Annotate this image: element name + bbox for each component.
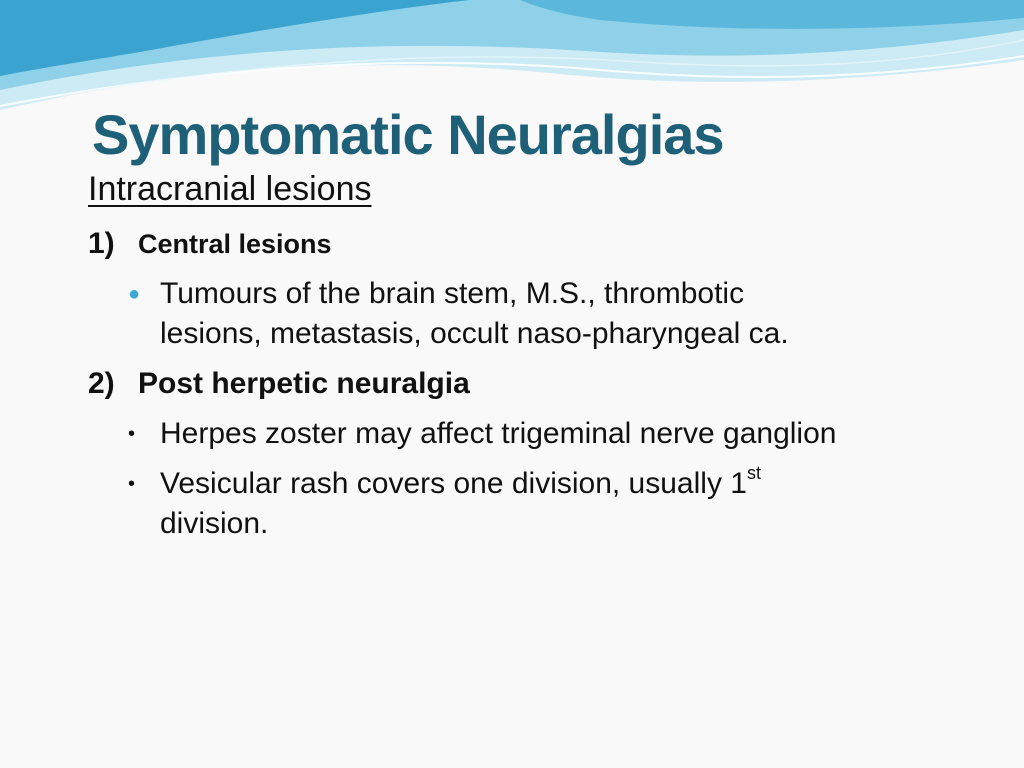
bullet-dot-icon: •	[128, 423, 136, 445]
bullet-line: Herpes zoster may affect trigeminal nerve ganglion	[160, 417, 837, 450]
bullet-item	[128, 274, 948, 354]
ordinal-superscript: st	[746, 463, 761, 483]
bullet-dot-icon: ●	[128, 283, 141, 305]
section-number: 2)	[88, 367, 115, 400]
section-heading-text: Central lesions	[138, 229, 332, 259]
bullet-line: division.	[160, 507, 269, 540]
bullet-line-text: Vesicular rash covers one division, usually 1	[160, 467, 747, 500]
section-heading-central-lesions	[88, 224, 332, 264]
bullet-line: Tumours of the brain stem, M.S., thrombotic	[160, 277, 745, 310]
slide-subtitle: Intracranial lesions	[88, 170, 372, 208]
bullet-line	[128, 464, 948, 504]
section-heading-post-herpetic-neuralgia	[88, 364, 470, 404]
slide-title: Symptomatic Neuralgias	[92, 103, 724, 166]
bullet-item	[128, 464, 948, 544]
section-heading-text: Post herpetic neuralgia	[138, 367, 470, 400]
bullet-line: lesions, metastasis, occult naso-pharyngeal ca.	[160, 317, 789, 350]
bullet-item	[128, 414, 948, 454]
section-number: 1)	[88, 227, 115, 260]
bullet-dot-icon: •	[128, 473, 136, 495]
